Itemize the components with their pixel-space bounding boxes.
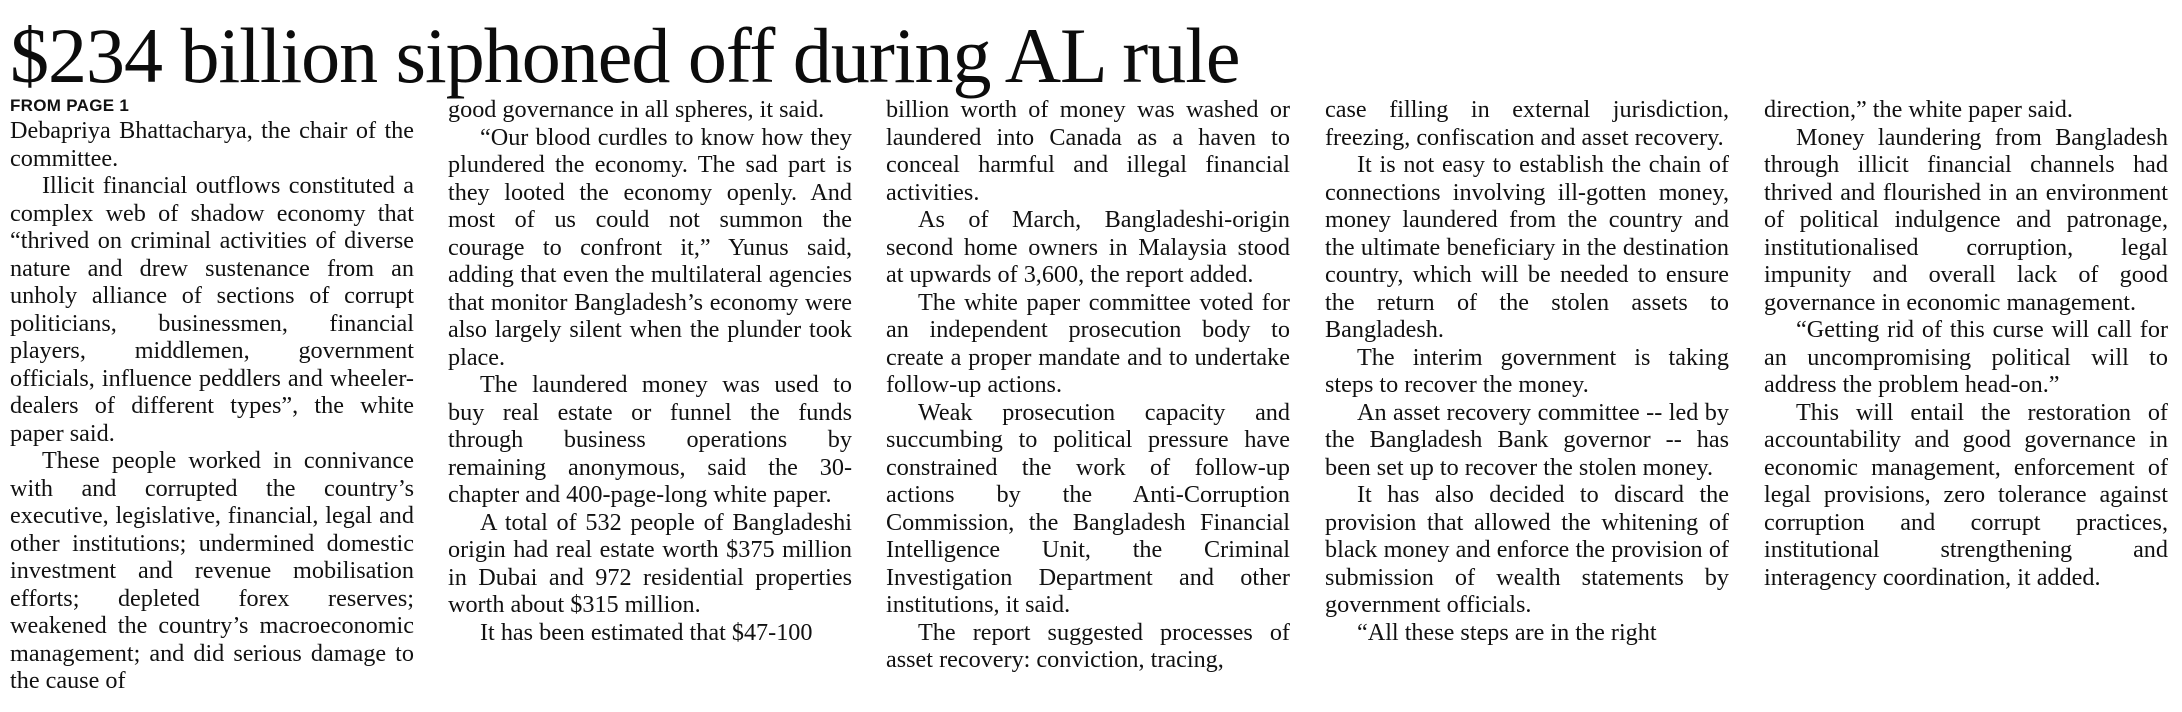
article-paragraph: direction,” the white paper said. [1764, 96, 2073, 123]
article-column-3 [886, 96, 1290, 708]
article-paragraph: good governance in all spheres, it said. [448, 96, 825, 123]
article-paragraph: It has also decided to discard the provision that allowed the whitening of black money and enforce the provision of submission of wealth statements by government officials. [1325, 481, 1729, 618]
article-paragraph: “Our blood curdles to know how they plundered the economy. The sad part is they looted the economy openly. And most of us could not summon the courage to confront it,” Yunus said, adding that even the multilateral agencies that monitor Bangladesh’s economy were also largely silent when the plunder took place. [448, 123, 852, 371]
article-column-5 [1764, 96, 2168, 708]
article-paragraph: The interim government is taking steps to recover the money. [1325, 343, 1729, 398]
article-paragraph: These people worked in connivance with and corrupted the country’s executive, legislative, financial, legal and other institutions; undermined domestic investment and revenue mobilisation efforts; depleted forex reserves; weakened the country’s macroeconomic management; and did serious damage to the cause of [10, 447, 414, 694]
article-paragraph: A total of 532 people of Bangladeshi origin had real estate worth $375 million in Dubai and 972 residential properties worth about $315 million. [448, 508, 852, 618]
article-paragraph: Money laundering from Bangladesh through illicit financial channels had thrived and flourished in an environment of political indulgence and patronage, institutionalised corruption, legal impunity and overall lack of good governance in economic management. [1764, 123, 2168, 316]
article-paragraph: The white paper committee voted for an independent prosecution body to create a proper mandate and to undertake follow-up actions. [886, 288, 1290, 398]
continuation-kicker: FROM PAGE 1 [10, 96, 130, 115]
article-column-4 [1325, 96, 1729, 708]
article-paragraph: It is not easy to establish the chain of connections involving ill-gotten money, money laundered from the country and the ultimate beneficiary in the destination country, which will be needed to ensure the return of the stolen assets to Bangladesh. [1325, 151, 1729, 343]
article-paragraph: An asset recovery committee -- led by the Bangladesh Bank governor -- has been set up to recover the stolen money. [1325, 398, 1729, 481]
article-paragraph: The report suggested processes of asset recovery: conviction, tracing, [886, 618, 1290, 673]
headline: $234 billion siphoned off during AL rule [10, 12, 1240, 99]
article-paragraph: As of March, Bangladeshi-origin second home owners in Malaysia stood at upwards of 3,600, the report added. [886, 206, 1290, 288]
article-paragraph: “Getting rid of this curse will call for an uncompromising political will to address the problem head-on.” [1764, 316, 2168, 398]
article-paragraph: Debapriya Bhattacharya, the chair of the committee. [10, 117, 414, 172]
article-paragraph: The laundered money was used to buy real estate or funnel the funds through business operations by remaining anonymous, said the 30-chapter and 400-page-long white paper. [448, 371, 852, 508]
article-paragraph: billion worth of money was washed or laundered into Canada as a haven to conceal harmful and illegal financial activities. [886, 96, 1290, 206]
article-column-1 [10, 96, 414, 708]
article-paragraph: It has been estimated that $47-100 [480, 618, 813, 646]
article-paragraph: This will entail the restoration of accountability and good governance in economic management, enforcement of legal provisions, zero tolerance against corruption and corrupt practices, institutional strengthening and interagency coordination, it added. [1764, 398, 2168, 591]
article-paragraph: Illicit financial outflows constituted a complex web of shadow economy that “thrived on criminal activities of diverse nature and drew sustenance from an unholy alliance of sections of corrupt politicians, businessmen, financial players, middlemen, government officials, influence peddlers and wheeler-dealers of different types”, the white paper said. [10, 172, 414, 447]
article-body [10, 96, 2172, 708]
article-paragraph: Weak prosecution capacity and succumbing to political pressure have constrained the work of follow-up actions by the Anti-Corruption Commission, the Bangladesh Financial Intelligence Unit, the Criminal Investigation Department and other institutions, it said. [886, 398, 1290, 618]
article-column-2 [448, 96, 852, 708]
article-paragraph: “All these steps are in the right [1357, 618, 1657, 646]
article-paragraph: case filling in external jurisdiction, freezing, confiscation and asset recovery. [1325, 96, 1729, 151]
